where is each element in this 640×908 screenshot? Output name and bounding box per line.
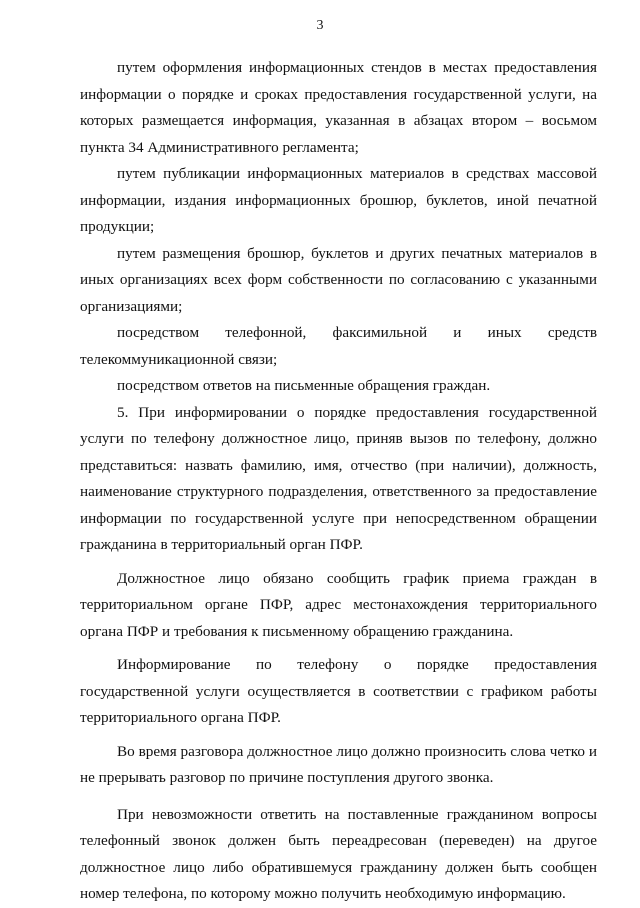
document-body	[80, 55, 597, 908]
paragraph-phone-informing: Информирование по телефону о порядке предоставления государственной услуги осуществляется в соответствии с графиком работы территориального органа ПФР.	[80, 656, 597, 726]
paragraph-written-requests: посредством ответов на письменные обращения граждан.	[117, 377, 491, 394]
paragraph-brochures: путем размещения брошюр, буклетов и других печатных материалов в иных организациях всех форм собственности по согласованию с указанными организациями;	[80, 244, 597, 315]
paragraph-redirect: При невозможности ответить на поставленные гражданином вопросы телефонный звонок должен быть переадресован (переведен) на другое должностное лицо либо обратившемуся гражданину должен быть сообщен номер телефона, по которому можно получить необходимую информацию.	[80, 805, 597, 902]
paragraph-telecom: посредством телефонной, факсимильной и иных средств телекоммуникационной связи;	[80, 324, 597, 368]
page-number: 3	[316, 18, 324, 33]
paragraph-schedule: Должностное лицо обязано сообщить график приема граждан в территориальном органе ПФР, адрес местонахождения территориального органа ПФР и требования к письменному обращению гражданина.	[80, 569, 597, 640]
paragraph-mass-media: путем публикации информационных материалов в средствах массовой информации, издания информационных брошюр, буклетов, иной печатной продукции;	[80, 165, 597, 235]
paragraph-conversation: Во время разговора должностное лицо должно произносить слова четко и не прерывать разговор по причине поступления другого звонка.	[80, 742, 597, 786]
paragraph-item-5: 5. При информировании о порядке предоставления государственной услуги по телефону должностное лицо, приняв вызов по телефону, должно представиться: назвать фамилию, имя, отчество (при наличии), должность, наименование структурного подразделения, ответственного за предоставление информации по государственной услуге при непосредственном обращении гражданина в территориальный орган ПФР.	[80, 403, 597, 553]
paragraph-info-stands: путем оформления информационных стендов в местах предоставления информации о порядке и сроках предоставления государственной услуги, на которых размещается информация, указанная в абзацах втором – восьмом пункта 34 Административного регламента;	[80, 59, 597, 156]
